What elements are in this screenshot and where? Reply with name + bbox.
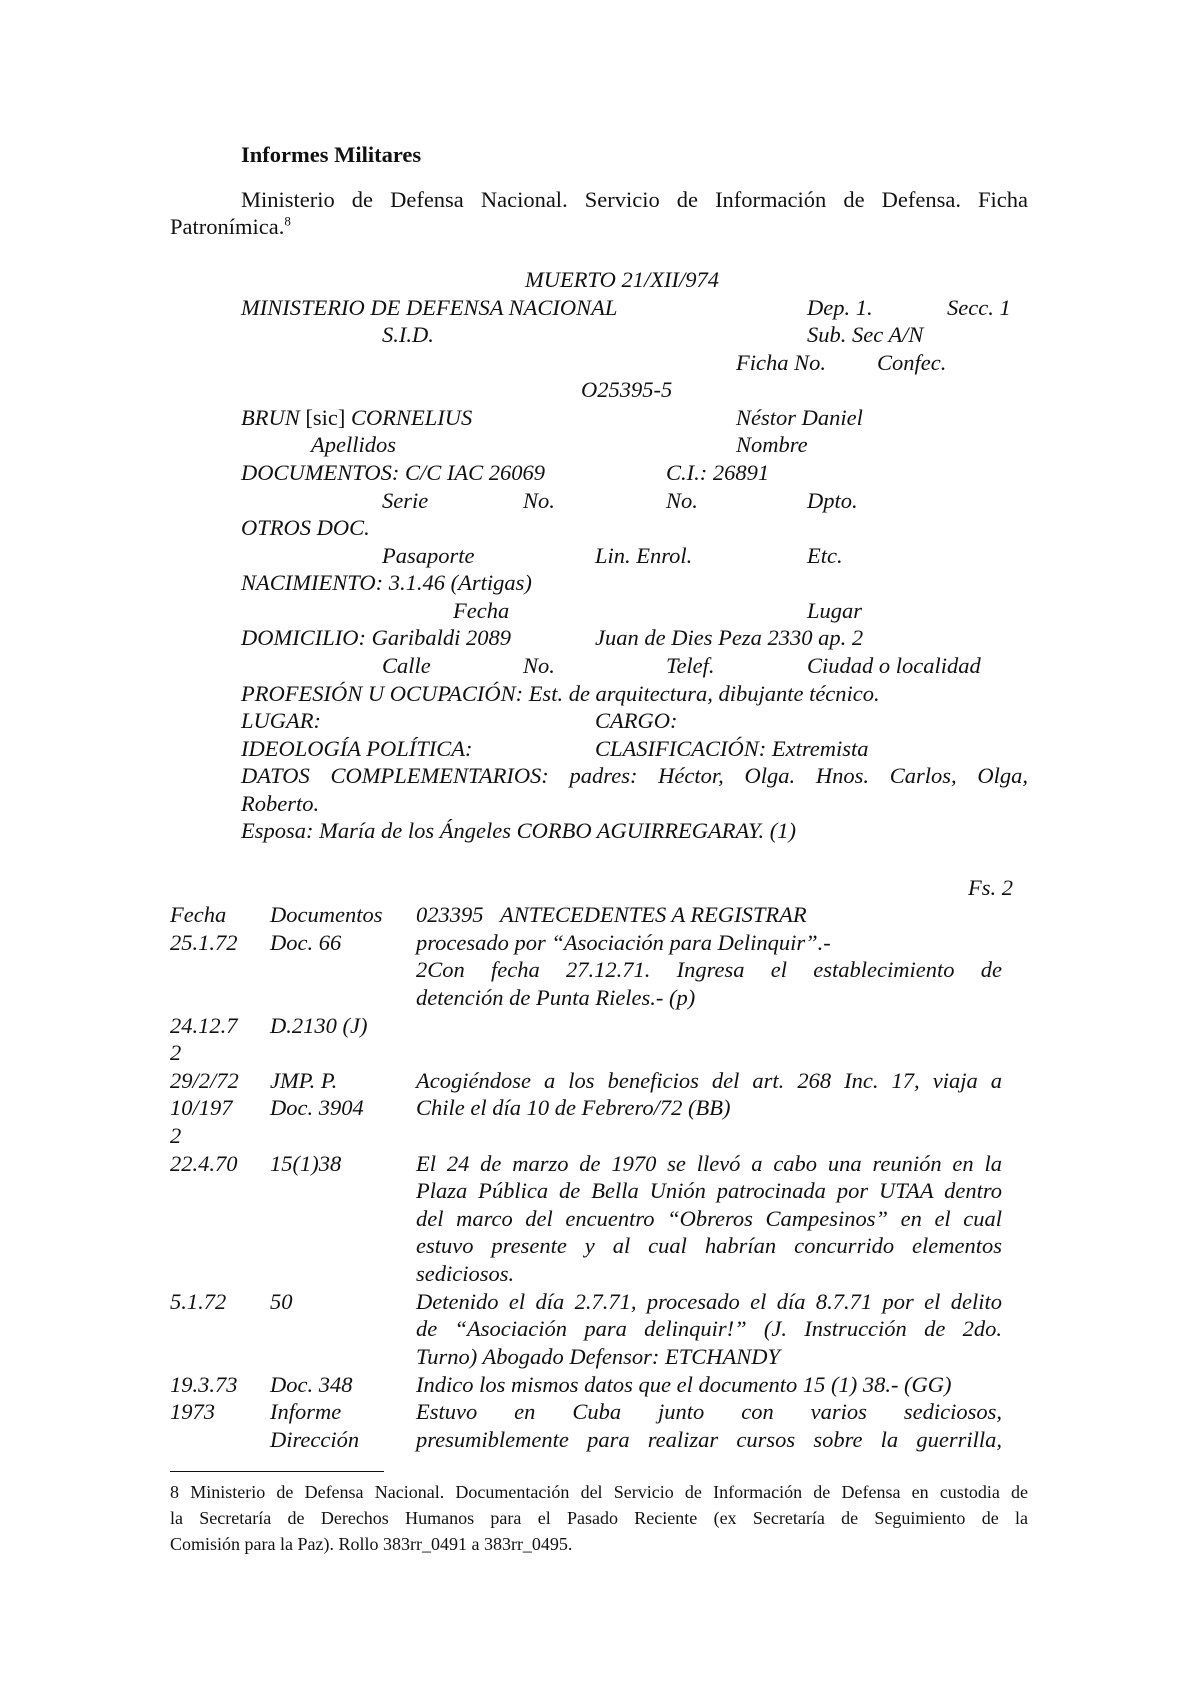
footnote-line: 8 Ministerio de Defensa Nacional. Documentación del Servicio de Información de Defensa en custodia de — [170, 1482, 1028, 1502]
apellido-b: CORNELIUS — [350, 405, 473, 430]
row-text-line: El 24 de marzo de 1970 se llevó a cabo una reunión en la — [416, 1151, 1002, 1176]
row-documento: 15(1)38 — [270, 1151, 342, 1176]
lin-enrol-label: Lin. Enrol. — [595, 543, 693, 568]
intro-line-1: Ministerio de Defensa Nacional. Servicio de Información de Defensa. Ficha — [241, 187, 1028, 212]
row-fecha-cont: 2 — [170, 1040, 182, 1065]
footnote-line: Comisión para la Paz). Rollo 383rr_0491 a 383rr_0495. — [170, 1534, 573, 1554]
row-documento: D.2130 (J) — [270, 1013, 368, 1038]
intro-line-2 — [170, 213, 291, 241]
no-label-3: No. — [523, 653, 555, 678]
row-fecha-cont: 2 — [170, 1123, 182, 1148]
footnote-separator — [170, 1471, 384, 1472]
telef-label: Telef. — [666, 653, 715, 678]
secc-label: Secc. 1 — [947, 295, 1011, 320]
footnote — [170, 1479, 1028, 1557]
esposa-line: Esposa: María de los Ángeles CORBO AGUIRREGARAY. (1) — [241, 818, 796, 843]
apellidos-label: Apellidos — [311, 432, 396, 457]
etc-label: Etc. — [807, 543, 843, 568]
row-documento: Doc. 348 — [270, 1372, 353, 1397]
row-text-line: 2Con fecha 27.12.71. Ingresa el establecimiento de — [416, 957, 1002, 982]
clasificacion-value: CLASIFICACIÓN: Extremista — [595, 736, 869, 761]
muerto-line: MUERTO 21/XII/974 — [525, 267, 719, 292]
domicilio-value: DOMICILIO: Garibaldi 2089 — [241, 625, 511, 650]
pasaporte-label: Pasaporte — [382, 543, 475, 568]
row-text-line: de “Asociación para delinquir!” (J. Instrucción de 2do. — [416, 1316, 1002, 1341]
ficha-no-label: Ficha No. — [736, 350, 826, 375]
dep-label: Dep. 1. — [807, 295, 873, 320]
ideologia-value: IDEOLOGÍA POLÍTICA: — [241, 736, 473, 761]
subsec-label: Sub. Sec A/N — [807, 322, 924, 347]
nombre-value: Néstor Daniel — [736, 405, 863, 430]
row-fecha: 19.3.73 — [170, 1372, 238, 1397]
row-documento: Informe — [270, 1399, 342, 1424]
footnote-ref: 8 — [284, 213, 291, 229]
lugar-value: LUGAR: — [241, 708, 321, 733]
datos-complementarios-line-2: Roberto. — [241, 791, 320, 816]
row-text-line: Acogiéndose a los beneficios del art. 268 Inc. 17, viaja a — [416, 1068, 1002, 1093]
row-fecha: 29/2/72 — [170, 1068, 239, 1093]
row-text-line: Turno) Abogado Defensor: ETCHANDY — [416, 1344, 780, 1369]
column-header-fecha: Fecha — [170, 902, 227, 927]
ficha-numero: O25395-5 — [581, 377, 673, 402]
footnote-line: la Secretaría de Derechos Humanos para el Pasado Reciente (ex Secretaría de Seguimiento de la — [170, 1508, 1028, 1528]
nombre-label: Nombre — [736, 432, 808, 457]
intro-text: Patronímica. — [170, 214, 285, 239]
sic-note: [sic] — [305, 405, 346, 430]
nacimiento-value: NACIMIENTO: 3.1.46 (Artigas) — [241, 570, 532, 595]
row-text-line: presumiblemente para realizar cursos sobre la guerrilla, — [416, 1427, 1002, 1452]
row-fecha: 5.1.72 — [170, 1289, 227, 1314]
row-text-line: Plaza Pública de Bella Unión patrocinada por UTAA dentro — [416, 1178, 1002, 1203]
row-text-line: Chile el día 10 de Febrero/72 (BB) — [416, 1095, 731, 1120]
row-documento: 50 — [270, 1289, 293, 1314]
otros-doc-label: OTROS DOC. — [241, 515, 370, 540]
row-fecha: 10/197 — [170, 1095, 233, 1120]
page-heading: Informes Militares — [241, 142, 422, 167]
row-documento-cont: Dirección — [270, 1427, 360, 1452]
row-text-line: estuvo presente y al cual habrían concurrido elementos — [416, 1233, 1002, 1258]
ci-value: C.I.: 26891 — [666, 460, 770, 485]
no-label-2: No. — [666, 488, 698, 513]
cargo-value: CARGO: — [595, 708, 678, 733]
ministerio-label: MINISTERIO DE DEFENSA NACIONAL — [241, 295, 618, 320]
row-documento: Doc. 66 — [270, 930, 342, 955]
row-fecha: 22.4.70 — [170, 1151, 238, 1176]
serie-label: Serie — [382, 488, 429, 513]
lugar-label: Lugar — [807, 598, 863, 623]
column-header-antecedentes: 023395 ANTECEDENTES A REGISTRAR — [416, 902, 807, 927]
domicilio-value-2: Juan de Dies Peza 2330 ap. 2 — [595, 625, 864, 650]
confec-label: Confec. — [877, 350, 947, 375]
apellido-a: BRUN — [241, 405, 300, 430]
folio-number: Fs. 2 — [968, 875, 1013, 900]
row-fecha: 25.1.72 — [170, 930, 238, 955]
datos-complementarios-line-1: DATOS COMPLEMENTARIOS: padres: Héctor, Olga. Hnos. Carlos, Olga, — [241, 763, 1028, 788]
profesion-value: PROFESIÓN U OCUPACIÓN: Est. de arquitectura, dibujante técnico. — [241, 681, 880, 706]
row-documento: Doc. 3904 — [270, 1095, 364, 1120]
dpto-label: Dpto. — [807, 488, 858, 513]
fecha-label: Fecha — [453, 598, 510, 623]
no-label: No. — [523, 488, 555, 513]
row-text-line: sediciosos. — [416, 1261, 515, 1286]
row-text-line: procesado por “Asociación para Delinquir”.- — [416, 930, 831, 955]
sid-label: S.I.D. — [382, 322, 434, 347]
row-text-line: Detenido el día 2.7.71, procesado el día 8.7.71 por el delito — [416, 1289, 1002, 1314]
apellidos-value — [241, 404, 472, 432]
row-fecha: 24.12.7 — [170, 1013, 238, 1038]
row-fecha: 1973 — [170, 1399, 215, 1424]
row-documento: JMP. P. — [270, 1068, 338, 1093]
calle-label: Calle — [382, 653, 431, 678]
column-header-documentos: Documentos — [270, 902, 383, 927]
row-text-line: del marco del encuentro “Obreros Campesinos” en el cual — [416, 1206, 1002, 1231]
row-text-line: Indico los mismos datos que el documento 15 (1) 38.- (GG) — [416, 1372, 952, 1397]
documentos-value: DOCUMENTOS: C/C IAC 26069 — [241, 460, 545, 485]
row-text-line: detención de Punta Rieles.- (p) — [416, 985, 696, 1010]
row-text-line: Estuvo en Cuba junto con varios sediciosos, — [416, 1399, 1002, 1424]
ciudad-label: Ciudad o localidad — [807, 653, 981, 678]
